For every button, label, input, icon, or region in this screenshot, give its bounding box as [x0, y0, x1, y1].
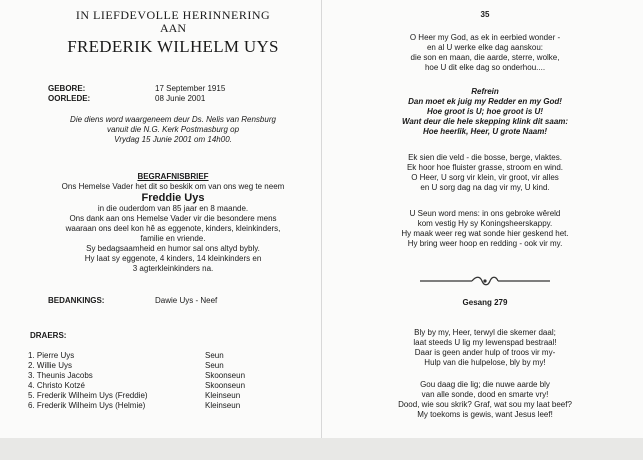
hymn-35-verse-2	[340, 153, 630, 193]
burial-letter-intro: Ons Hemelse Vader het dit so beskik om van ons weg te neem	[61, 182, 285, 191]
service-line: Vrydag 15 Junie 2001 om 14h00.	[114, 135, 232, 144]
pallbearers-label: DRAERS:	[30, 331, 67, 340]
burial-letter-line: familie en vriende.	[140, 234, 206, 243]
thanks-label: BEDANKINGS:	[48, 296, 105, 305]
memorial-heading-aan: AAN	[160, 21, 186, 35]
hymn-35-verse-3	[340, 209, 630, 249]
refrain-line: Hoe heerlik, Heer, U grote Naam!	[422, 127, 548, 136]
pallbearer-relation: Skoonseun	[205, 381, 246, 390]
died-date: 08 Junie 2001	[155, 94, 206, 103]
hymn-line: Ek hoor hoe fluister grasse, stroom en wind.	[406, 163, 564, 172]
pallbearer-name: 5. Frederik Wilheim Uys (Freddie)	[28, 391, 148, 400]
hymn-line: O Heer, U sorg vir klein, vir groot, vir alles	[411, 173, 559, 182]
pallbearer-name: 4. Christo Kotzé	[28, 381, 85, 390]
refrain-title: Refrein	[471, 87, 499, 96]
hymn-35-number: 35	[480, 10, 490, 19]
burial-letter-line: in die ouderdom van 85 jaar en 8 maande.	[97, 204, 249, 213]
hymn-line: die son en maan, die aarde, sterre, wolke,	[410, 53, 560, 62]
hymn-35-refrain	[340, 87, 630, 137]
hymn-line: hoe U dit elke dag so onderhou....	[424, 63, 546, 72]
hymn-line: kom vestig Hy sy Koningsheerskappy.	[417, 219, 553, 228]
pallbearer-name: 2. Willie Uys	[28, 361, 73, 370]
hymn-line: Hy maak weer reg wat sonde hier geskend het.	[401, 229, 569, 238]
pallbearer-relation: Seun	[205, 361, 224, 370]
hymn-line: Bly by my, Heer, terwyl die skemer daal;	[414, 328, 556, 337]
service-line: Die diens word waargeneem deur Ds. Nelis van Rensburg	[70, 115, 276, 124]
burial-letter-line: Hy laat sy eggenote, 4 kinders, 14 kleinkinders en	[84, 254, 262, 263]
pallbearer-relation: Kleinseun	[205, 391, 241, 400]
pallbearer-relation: Kleinseun	[205, 401, 241, 410]
pallbearer-relation: Skoonseun	[205, 371, 246, 380]
hymn-line: Daar is geen ander hulp of troos vir my-	[414, 348, 556, 357]
hymn-line: en al U werke elke dag aanskou:	[426, 43, 544, 52]
hymn-line: Hulp van die hulpelose, bly by my!	[424, 358, 546, 367]
pallbearer-name: 3. Theunis Jacobs	[28, 371, 93, 380]
hymn-279-verse-1	[340, 328, 630, 368]
burial-letter-heading: BEGRAFNISBRIEF	[137, 172, 209, 181]
deceased-full-name: FREDERIK WILHELM UYS	[67, 37, 279, 56]
burial-letter-line: 3 agterkleinkinders na.	[132, 264, 214, 273]
pallbearer-name: 6. Frederik Wilheim Uys (Helmie)	[28, 401, 146, 410]
died-label: OORLEDE:	[48, 94, 91, 103]
born-date: 17 September 1915	[155, 84, 226, 93]
born-label: GEBORE:	[48, 84, 86, 93]
hymn-279-title: Gesang 279	[462, 298, 508, 307]
hymn-279-verse-2	[340, 380, 630, 420]
hymn-line: en U sorg dag na dag vir my, U kind.	[420, 183, 550, 192]
hymn-line: van alle sonde, dood en smarte vry!	[421, 390, 549, 399]
hymn-line: Hy bring weer hoop en redding - ook vir my.	[407, 239, 563, 248]
burial-letter	[28, 172, 318, 274]
hymn-line: laat steeds U lig my lewenspad bestraal!	[413, 338, 557, 347]
hymn-35-verse-1	[340, 33, 630, 73]
refrain-line: Hoe groot is U; hoe groot is U!	[427, 107, 543, 116]
hymn-line: Dood, wie sou skrik? Graf, wat sou my laat beef?	[398, 400, 572, 409]
refrain-line: Dan moet ek juig my Redder en my God!	[408, 97, 562, 106]
service-details	[28, 115, 318, 145]
refrain-line: Want deur die hele skepping klink dit saam:	[401, 117, 569, 126]
thanks-value: Dawie Uys - Neef	[155, 296, 218, 305]
hymn-line: My toekoms is gewis, want Jesus leef!	[417, 410, 553, 419]
pallbearer-relation: Seun	[205, 351, 224, 360]
scan-bottom-band	[0, 438, 643, 460]
service-line: vanuit die N.G. Kerk Postmasburg op	[106, 125, 240, 134]
burial-letter-line: Sy bedagsaamheid en humor sal ons altyd bybly.	[86, 244, 260, 253]
hymn-line: Gou daag die lig; die nuwe aarde bly	[420, 380, 550, 389]
deceased-short-name: Freddie Uys	[141, 192, 205, 204]
burial-letter-line: waaraan ons deel kon hê as eggenote, kinders, kleinkinders,	[65, 224, 281, 233]
ornamental-divider	[420, 276, 550, 286]
burial-letter-line: Ons dank aan ons Hemelse Vader vir die besondere mens	[69, 214, 277, 223]
pallbearer-name: 1. Pierre Uys	[28, 351, 75, 360]
hymn-line: Ek sien die veld - die bosse, berge, vlaktes.	[408, 153, 562, 162]
hymn-line: U Seun word mens: in ons gebroke wêreld	[409, 209, 561, 218]
hymn-line: O Heer my God, as ek in eerbied wonder -	[409, 33, 561, 42]
center-fold	[321, 0, 322, 438]
memorial-heading: IN LIEFDEVOLLE HERINNERING	[75, 8, 271, 22]
